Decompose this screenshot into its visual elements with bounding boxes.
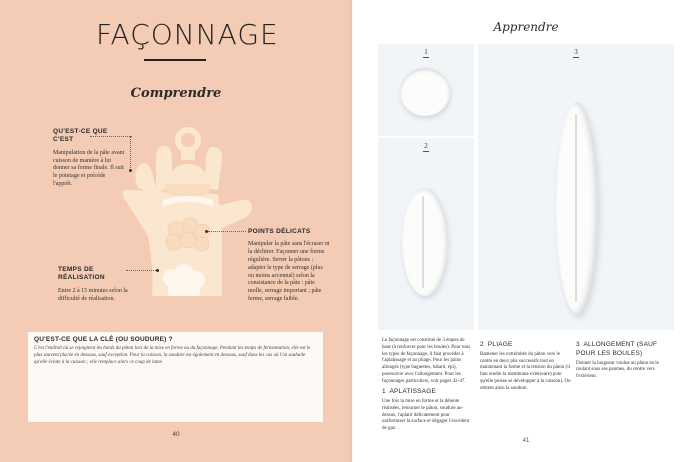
photo-step-3 [478, 44, 674, 330]
step-2-column [480, 338, 572, 392]
hand-illustration [118, 118, 258, 318]
step-2-label: PLIAGE [487, 341, 513, 348]
section-subtitle: Comprendre [130, 86, 222, 101]
info-box-text: C'est l'endroit où se rejoignent les bords du pâton lors de la mise en forme ou du façonnage. Pendant les temps de fermentation, elle est le plus souvent placée en dessous, sauf exception. Pour la cuisson, la soudure est également en dessous, sauf dans les cas où l'on souhaite qu'elle éclate à la cuisson ; elle remplace alors ce coup de lame. [34, 346, 311, 365]
page-number-left: 40 [172, 431, 180, 438]
callout-time-text: Entre 2 à 15 minutes selon la difficulté de réalisation. [58, 287, 128, 302]
step-1-number: 1 [382, 388, 386, 396]
callout-what-heading: QU'EST-CE QUE C'EST [53, 128, 108, 144]
step-1-text: Une fois la mise en forme et la détente réalisées, retourner le pâton, soudure au-dessus, l'aplatir délicatement pour uniformiser la surface et dégager l'excédent de gaz. [382, 399, 470, 432]
flattened-dough-image [400, 68, 450, 116]
callout-delicate-points [248, 228, 330, 304]
step-3-number: 3 [576, 341, 580, 348]
photo-number-1: 1 [424, 48, 428, 56]
step-3-text: Donner la longueur voulue au pâton en le roulant sous ses paumes, du centre vers l'extérieur. [576, 360, 659, 380]
photo-number-2: 2 [424, 142, 428, 150]
leader-line-what [90, 136, 132, 137]
step-3-label: ALLONGEMENT (SAUF POUR LES BOULES) [576, 341, 658, 357]
photo-number-underline [423, 57, 429, 58]
info-box-soudure [28, 332, 323, 422]
page-title: FAÇONNAGE [96, 18, 279, 51]
callout-what-text: Manipulation de la pâte avant cuisson de manière à lui donner sa forme finale. Il suit le pointage et précède l'apprêt. [53, 149, 125, 188]
step-3-column [576, 338, 670, 381]
leader-dot-what [129, 169, 132, 172]
page-number-right: 41 [522, 438, 530, 444]
info-box-heading: QU'EST-CE QUE LA CLÉ (OU SOUDURE) ? [34, 336, 173, 343]
leader-line-what-vertical [130, 136, 131, 170]
callout-points-heading: POINTS DÉLICATS [248, 228, 311, 235]
leader-line-time [126, 270, 156, 271]
dough-seam [575, 114, 577, 302]
step-3-heading [576, 341, 670, 359]
dough-seam [422, 196, 424, 288]
book-gutter [349, 0, 355, 462]
elongated-dough-image [556, 102, 598, 314]
photo-step-2 [378, 138, 474, 330]
leader-dot-time [156, 269, 159, 272]
intro-text: Le façonnage est constitué de 3 étapes de base (à renforcer pour les boules). Pour tous les types de façonnage, il faut procéder à l'aplatissage et au pliage. Pour les pains allongés (type baguettes, bâtard, épi), poursuivre avec l'allongement. Pour les façonnages particuliers, voir pages 42-47. [382, 338, 471, 384]
intro-and-step-1-column [382, 338, 474, 433]
callout-time-heading: TEMPS DE RÉALISATION [58, 266, 105, 282]
callout-time [58, 266, 138, 303]
leader-dot-points [205, 230, 208, 233]
step-2-heading [480, 341, 572, 350]
photo-number-underline [573, 57, 579, 58]
right-page-title: Apprendre [493, 20, 559, 34]
right-page [352, 0, 700, 462]
callout-points-text: Manipuler la pâte sans l'écraser ni la déchirer. Façonner une forme régulière. Serrer la pâtons : adapter le type de serrage (plus ou moins accentué) selon la consistance de la pâte : pâte molle, serrage important ; pâte ferme, serrage faible. [248, 241, 330, 303]
photo-number-underline [423, 151, 429, 152]
title-underline [144, 59, 206, 61]
photo-step-1 [378, 44, 474, 136]
step-1-heading [382, 388, 474, 397]
leader-line-points [208, 231, 246, 232]
step-2-text: Ramener les extrémités du pâton vers le centre en deux plis successifs tout en maintenant la forme et la tension du pâton (il faut tendre la membrane extérieure) pour qu'elle puisse se développer à la cuisson). On obtient ainsi la soudure. [480, 351, 571, 391]
folded-dough-image [402, 188, 448, 296]
step-1-label: APLATISSAGE [389, 388, 436, 396]
step-2-number: 2 [480, 341, 484, 348]
callout-what-is-it [53, 128, 125, 189]
photo-number-3: 3 [574, 48, 578, 56]
